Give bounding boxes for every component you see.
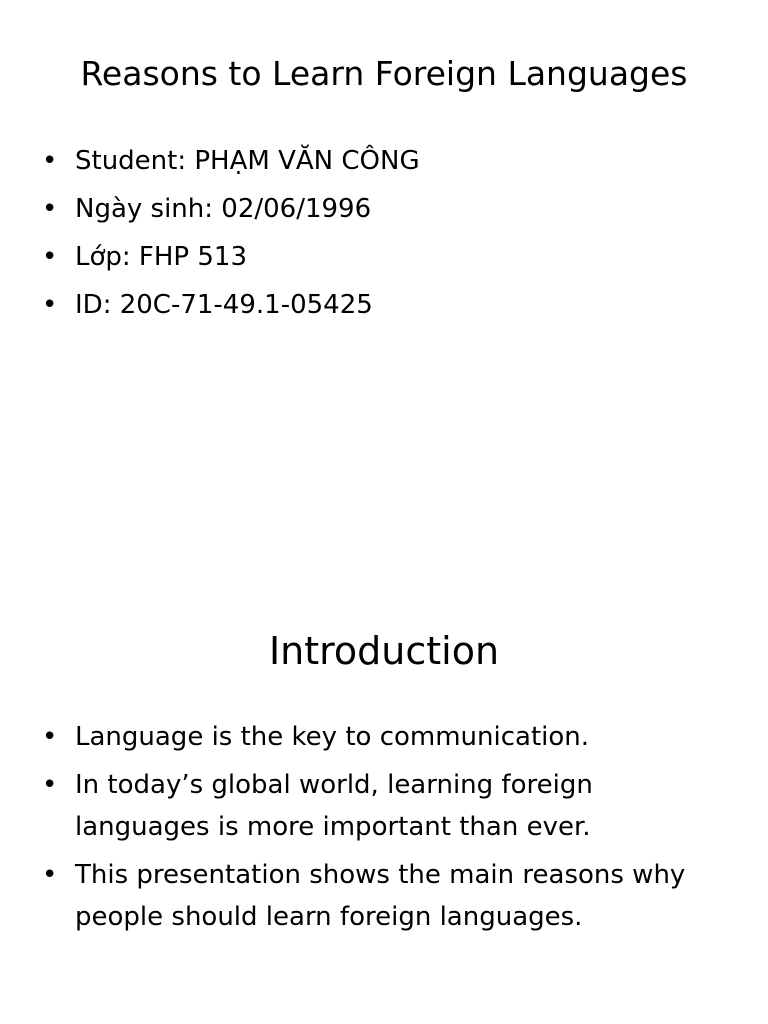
bullet-presentation-purpose [42,854,732,938]
bullet-icon: • [42,860,58,890]
bullet-class [42,236,732,278]
bullet-icon: • [42,290,58,320]
slide-introduction [0,512,768,1024]
bullet-language-key [42,716,732,758]
bullet-icon: • [42,146,58,176]
bullet-text: Ngày sinh: 02/06/1996 [75,194,372,224]
bullet-student [42,140,732,182]
bullet-birthdate [42,188,732,230]
bullet-text: In today’s global world, learning foreign languages is more important than ever. [75,770,593,842]
slide-title: Introduction [268,629,500,673]
bullet-list [42,716,732,944]
bullet-text: Student: PHẠM VĂN CÔNG [75,146,420,176]
bullet-text: This presentation shows the main reasons why people should learn foreign languages. [75,860,686,932]
bullet-id [42,284,732,326]
bullet-icon: • [42,722,58,752]
bullet-text: Language is the key to communication. [75,722,590,752]
bullet-icon: • [42,770,58,800]
bullet-icon: • [42,194,58,224]
bullet-list [42,140,732,332]
bullet-text: ID: 20C-71-49.1-05425 [75,290,373,320]
bullet-text: Lớp: FHP 513 [75,242,247,272]
slide-title: Reasons to Learn Foreign Languages [80,54,688,93]
bullet-icon: • [42,242,58,272]
bullet-global-world [42,764,732,848]
